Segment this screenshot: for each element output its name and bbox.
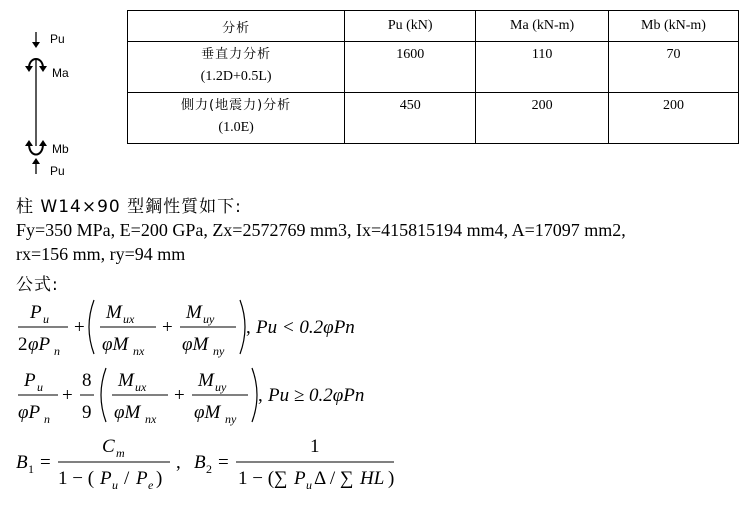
- svg-text:φM: φM: [114, 402, 141, 423]
- svg-text:B: B: [194, 452, 206, 473]
- svg-text:P: P: [24, 370, 36, 391]
- section-heading: 柱 W14×90 型鋼性質如下:: [16, 197, 242, 217]
- svg-text:u: u: [112, 478, 118, 492]
- properties-line-2: rx=156 mm, ry=94 mm: [16, 244, 186, 264]
- svg-text:u: u: [43, 312, 49, 326]
- svg-text:C: C: [102, 436, 115, 457]
- svg-text:ux: ux: [123, 312, 135, 326]
- ma-label: Ma: [52, 66, 69, 80]
- svg-text:φP: φP: [18, 402, 41, 423]
- svg-text:ux: ux: [135, 380, 147, 394]
- svg-text:P: P: [100, 468, 112, 489]
- svg-text:m: m: [116, 446, 125, 460]
- row-name: 側力(地震力)分析: [181, 98, 292, 113]
- svg-text:+: +: [162, 317, 173, 338]
- svg-text:nx: nx: [133, 344, 145, 358]
- table-row: [128, 42, 739, 93]
- svg-text:φM: φM: [102, 334, 129, 355]
- svg-text:1 − (∑: 1 − (∑: [238, 468, 288, 489]
- header-pu: Pu (kN): [345, 11, 476, 42]
- svg-text:+: +: [174, 385, 185, 406]
- top-pu-label: Pu: [50, 32, 65, 46]
- svg-text:uy: uy: [203, 312, 215, 326]
- mb-label: Mb: [52, 142, 69, 156]
- svg-text:P: P: [30, 302, 42, 323]
- header-ma: Ma (kN-m): [476, 11, 609, 42]
- svg-text:M: M: [106, 302, 122, 323]
- svg-text:2: 2: [18, 334, 28, 355]
- formula-2-condition: Pu ≥ 0.2φPn: [268, 385, 365, 406]
- row-pu: 1600: [345, 42, 476, 93]
- row-combination: (1.0E): [218, 120, 254, 135]
- svg-text:8: 8: [82, 370, 92, 391]
- svg-text:+: +: [74, 317, 85, 338]
- svg-text:,: ,: [176, 452, 181, 473]
- svg-text:nx: nx: [145, 412, 157, 426]
- svg-text:M: M: [186, 302, 202, 323]
- svg-text:9: 9: [82, 402, 92, 423]
- svg-text:e: e: [148, 478, 154, 492]
- load-table: [127, 10, 739, 144]
- row-ma: 200: [476, 93, 609, 144]
- svg-text:/: /: [124, 468, 130, 489]
- svg-text:P: P: [136, 468, 148, 489]
- svg-text:uy: uy: [215, 380, 227, 394]
- svg-text:φM: φM: [182, 334, 209, 355]
- svg-text:HL: HL: [360, 468, 385, 489]
- svg-text:+: +: [62, 385, 73, 406]
- amplification-formula: [16, 432, 416, 496]
- svg-text:n: n: [44, 412, 50, 426]
- svg-text:1 − (: 1 − (: [58, 468, 95, 489]
- svg-text:Δ / ∑: Δ / ∑: [314, 468, 354, 489]
- header-mb: Mb (kN-m): [609, 11, 739, 42]
- svg-text:ny: ny: [225, 412, 237, 426]
- properties-line-1: Fy=350 MPa, E=200 GPa, Zx=2572769 mm3, Ix=415815194 mm4, A=17097 mm2,: [16, 220, 626, 240]
- svg-text:=: =: [218, 452, 229, 473]
- svg-text:ny: ny: [213, 344, 225, 358]
- svg-text:u: u: [37, 380, 43, 394]
- svg-text:): ): [156, 468, 163, 489]
- row-combination: (1.2D+0.5L): [200, 69, 272, 84]
- svg-text:u: u: [306, 478, 312, 492]
- svg-text:2: 2: [206, 462, 212, 476]
- row-ma: 110: [476, 42, 609, 93]
- formula-heading: 公式:: [16, 275, 59, 295]
- bottom-pu-label: Pu: [50, 164, 65, 178]
- svg-text:B: B: [16, 452, 28, 473]
- svg-text:,: ,: [258, 385, 263, 406]
- interaction-formula-1: [16, 294, 396, 362]
- row-analysis-name: [128, 93, 345, 144]
- row-pu: 450: [345, 93, 476, 144]
- table-row: [128, 93, 739, 144]
- svg-text:1: 1: [310, 436, 320, 457]
- svg-text:M: M: [118, 370, 134, 391]
- row-mb: 70: [609, 42, 739, 93]
- svg-text:,: ,: [246, 317, 251, 338]
- svg-text:=: =: [40, 452, 51, 473]
- column-load-diagram: [20, 28, 90, 178]
- svg-text:P: P: [294, 468, 306, 489]
- row-mb: 200: [609, 93, 739, 144]
- header-analysis: 分析: [128, 11, 345, 42]
- interaction-formula-2: [16, 362, 396, 430]
- svg-text:): ): [388, 468, 395, 489]
- svg-text:n: n: [54, 344, 60, 358]
- table-header-row: [128, 11, 739, 42]
- formula-1-condition: Pu < 0.2φPn: [256, 317, 355, 338]
- svg-text:M: M: [198, 370, 214, 391]
- svg-text:1: 1: [28, 462, 34, 476]
- row-analysis-name: [128, 42, 345, 93]
- row-name: 垂直力分析: [201, 47, 272, 62]
- svg-text:φP: φP: [28, 334, 51, 355]
- svg-text:φM: φM: [194, 402, 221, 423]
